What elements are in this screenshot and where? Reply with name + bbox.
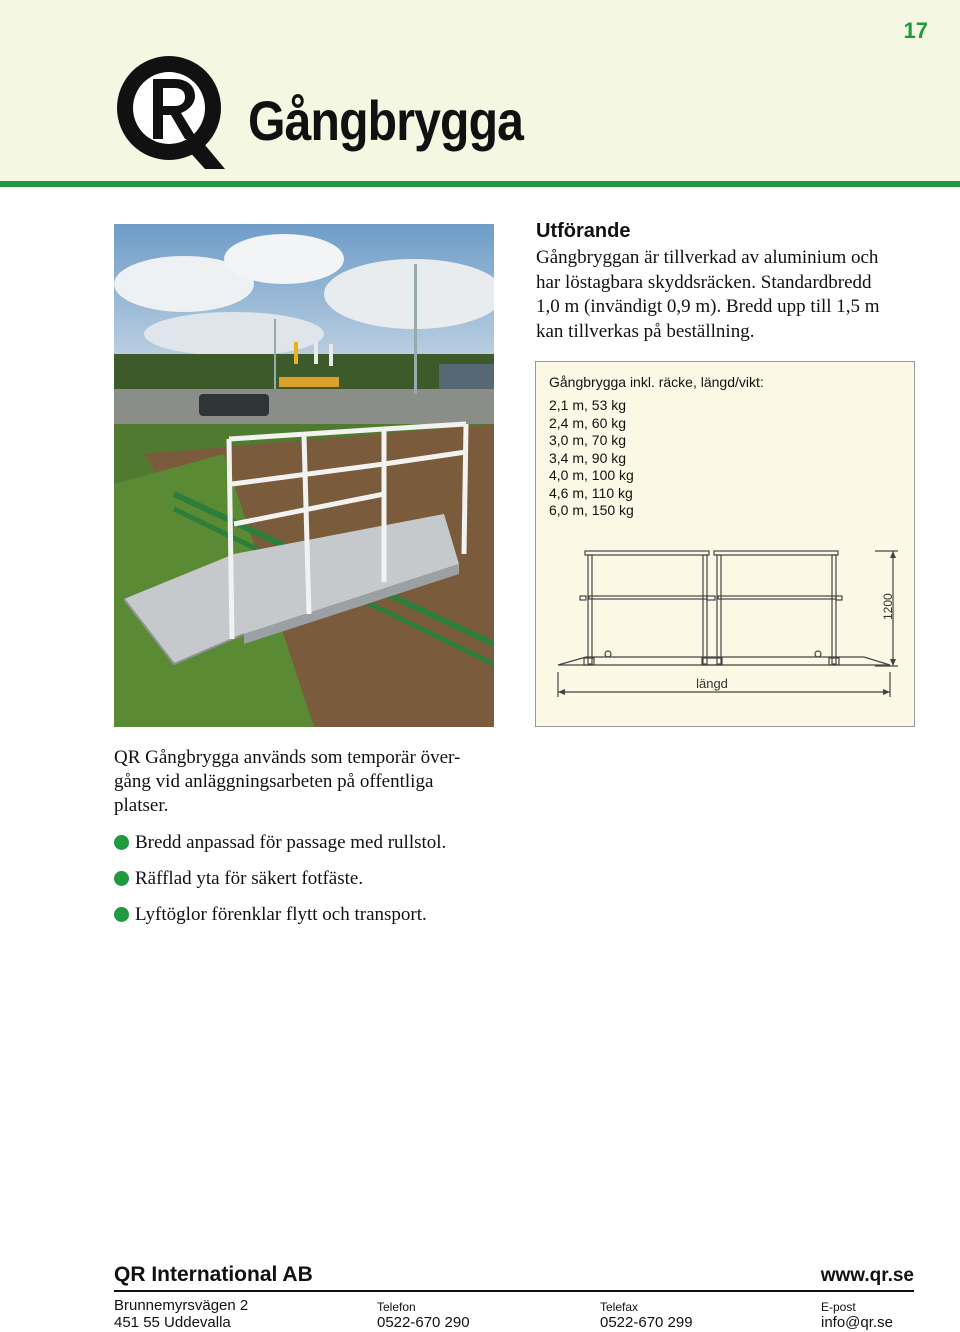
- description-text: [114, 746, 504, 818]
- feature-item: [114, 867, 446, 903]
- phone-label: Telefon: [377, 1300, 416, 1314]
- utforande-line: kan tillverkas på beställning.: [536, 320, 755, 342]
- spec-title: Gångbrygga inkl. räcke, längd/vikt:: [549, 374, 764, 390]
- spec-item: 3,0 m, 70 kg: [549, 432, 627, 448]
- utforande-line: Gångbryggan är tillverkad av aluminium och: [536, 247, 879, 268]
- feature-text: Lyftöglor förenklar flytt och transport.: [135, 904, 427, 925]
- bullet-dot-icon: [114, 871, 129, 886]
- header-divider: [0, 181, 960, 187]
- spec-item: 2,4 m, 60 kg: [549, 414, 627, 431]
- bridge-drawing: [536, 532, 914, 726]
- email-address[interactable]: info@qr.se: [821, 1314, 893, 1331]
- phone-number[interactable]: 0522-670 290: [377, 1314, 470, 1331]
- footer-email: [821, 1293, 893, 1331]
- page-number: 17: [903, 18, 928, 43]
- qr-logo: [113, 53, 225, 171]
- bridge-photo: [114, 224, 494, 727]
- utforande-line: 1,0 m (invändigt 0,9 m). Bredd upp till 1,5 m: [536, 296, 880, 317]
- description-line: platser.: [114, 795, 169, 816]
- bullet-dot-icon: [114, 835, 129, 850]
- description-line: QR Gångbrygga används som temporär över-: [114, 747, 461, 768]
- fax-number: 0522-670 299: [600, 1314, 693, 1331]
- drawing-height-label: 1200: [881, 593, 895, 620]
- section-heading-utforande: Utförande: [536, 220, 631, 242]
- bullet-dot-icon: [114, 907, 129, 922]
- description-line: gång vid anläggningsarbeten på offentliga: [114, 771, 434, 792]
- email-label: E-post: [821, 1300, 856, 1314]
- company-name: QR International AB: [114, 1263, 313, 1286]
- footer-fax: [600, 1293, 693, 1331]
- spec-item: 4,6 m, 110 kg: [549, 484, 633, 501]
- feature-list: [114, 831, 446, 939]
- feature-text: Räfflad yta för säkert fotfäste.: [135, 868, 364, 889]
- website-link[interactable]: www.qr.se: [820, 1265, 914, 1286]
- feature-text: Bredd anpassad för passage med rullstol.: [135, 832, 447, 853]
- spec-item: 3,4 m, 90 kg: [549, 449, 627, 466]
- drawing-length-label: längd: [696, 676, 728, 691]
- footer-phone: [377, 1293, 470, 1331]
- address-line: Brunnemyrsvägen 2: [114, 1297, 249, 1314]
- feature-item: [114, 831, 446, 867]
- footer-address: [114, 1297, 248, 1331]
- fax-label: Telefax: [600, 1300, 639, 1314]
- utforande-text: [536, 246, 916, 344]
- spec-box: [535, 361, 915, 727]
- address-line: 451 55 Uddevalla: [114, 1314, 231, 1331]
- spec-item: 2,1 m, 53 kg: [549, 397, 627, 413]
- spec-list: [549, 397, 634, 520]
- spec-item: 4,0 m, 100 kg: [549, 467, 634, 483]
- page-title: Gångbrygga: [248, 89, 524, 152]
- utforande-line: har löstagbara skyddsräcken. Standardbredd: [536, 271, 872, 293]
- feature-item: [114, 903, 446, 939]
- footer-divider: [114, 1290, 914, 1292]
- spec-item: 6,0 m, 150 kg: [549, 502, 634, 518]
